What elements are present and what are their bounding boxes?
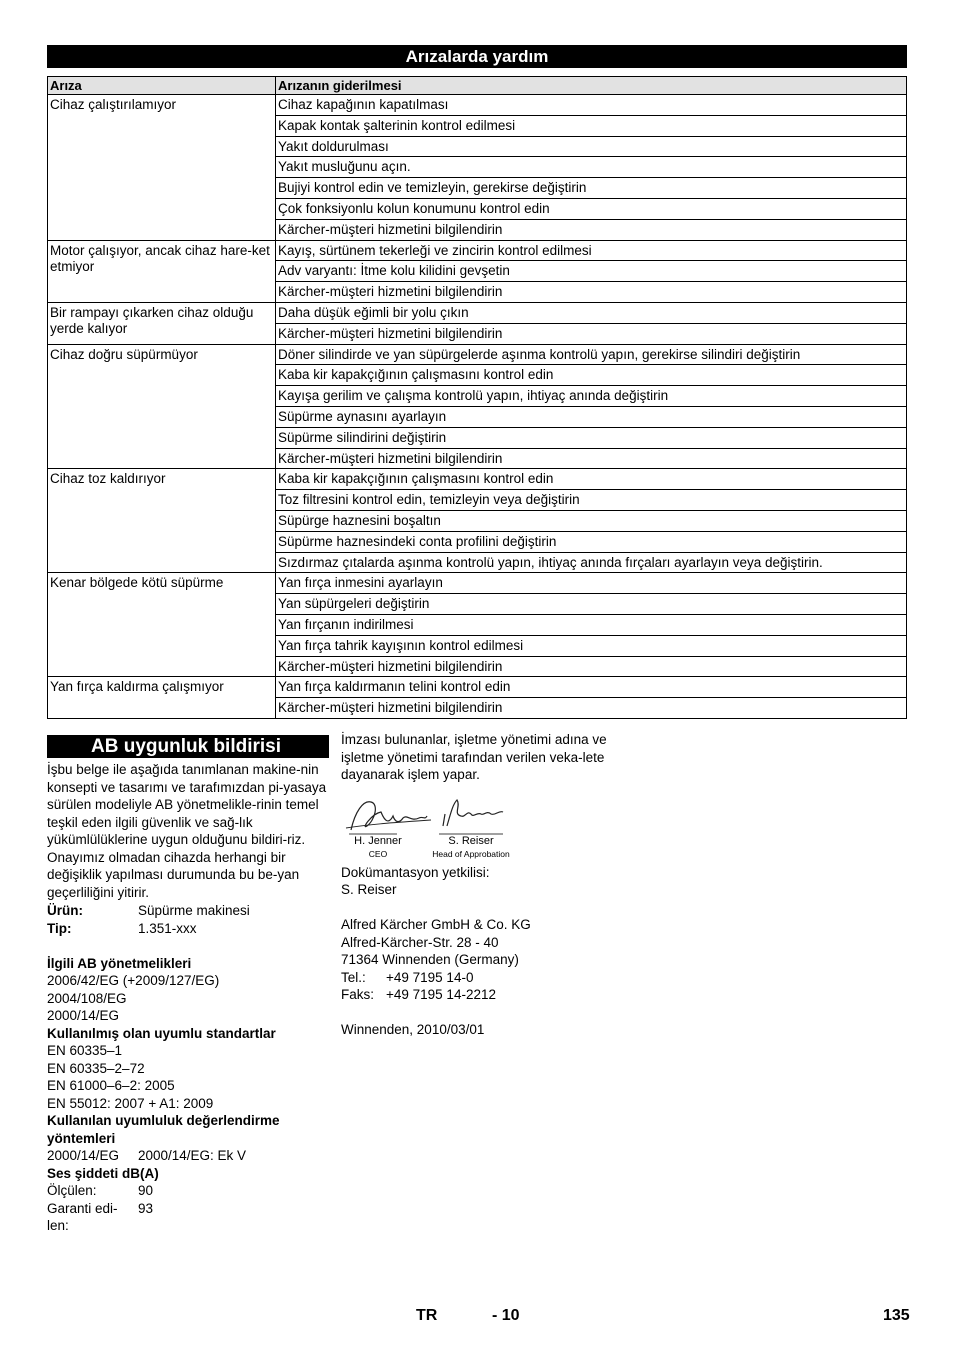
remedy-cell: Kärcher-müşteri hizmetini bilgilendirin	[276, 219, 907, 240]
remedy-cell: Cihaz kapağının kapatılması	[276, 95, 907, 116]
signer2-role: Head of Approbation	[432, 848, 510, 859]
fault-table	[47, 76, 907, 719]
standard-item: EN 60335–2–72	[47, 1060, 145, 1076]
footer-subpage: - 10	[492, 1307, 520, 1324]
remedy-cell: Yakıt musluğunu açın.	[276, 157, 907, 178]
fault-cell: Bir rampayı çıkarken cihaz olduğu yerde kalıyor	[48, 302, 276, 344]
table-row	[48, 95, 907, 116]
tel-value: +49 7195 14-0	[386, 969, 474, 985]
remedy-cell: Sızdırmaz çıtalarda aşınma kontrolü yapın, ihtiyaç anında fırçaları ayarlayın veya değiştirin.	[276, 552, 907, 573]
fault-cell: Kenar bölgede kötü süpürme	[48, 573, 276, 677]
remedy-cell: Kaba kir kapakçığının çalışmasını kontrol edin	[276, 365, 907, 386]
conformity-left-column	[47, 761, 327, 1235]
directives-heading: İlgili AB yönetmelikleri	[47, 955, 192, 971]
directive-item: 2006/42/EG (+2009/127/EG)	[47, 973, 220, 988]
conformity-section-title: AB uygunluk bildirisi	[47, 735, 329, 758]
fault-section-title: Arızalarda yardım	[47, 45, 907, 68]
measured-row	[47, 1182, 327, 1200]
fault-cell: Cihaz çalıştırılamıyor	[48, 95, 276, 241]
remedy-cell: Yan fırça inmesini ayarlayın	[276, 573, 907, 594]
remedy-cell: Süpürme aynasını ayarlayın	[276, 406, 907, 427]
remedy-cell: Kaba kir kapakçığının çalışmasını kontrol edin	[276, 469, 907, 490]
remedy-cell: Çok fonksiyonlu kolun konumunu kontrol edin	[276, 198, 907, 219]
standards-heading: Kullanılmış olan uyumlu standartlar	[47, 1025, 276, 1041]
guaranteed-label: Garanti edi-len:	[47, 1200, 118, 1233]
remedy-cell: Süpürme silindirini değiştirin	[276, 427, 907, 448]
directive-item: 2004/108/EG	[47, 990, 127, 1006]
methods-right: 2000/14/EG: Ek V	[138, 1148, 247, 1163]
remedy-cell: Yan süpürgeleri değiştirin	[276, 594, 907, 615]
remedy-cell: Kayış, sürtünem tekerleği ve zincirin kontrol edilmesi	[276, 240, 907, 261]
company-city: 71364 Winnenden (Germany)	[341, 952, 519, 967]
company-name: Alfred Kärcher GmbH & Co. KG	[341, 917, 531, 932]
signer1-name: H. Jenner	[354, 834, 402, 847]
product-value: Süpürme makinesi	[138, 903, 250, 918]
remedy-cell: Bujiyi kontrol edin ve temizleyin, gerekirse değiştirin	[276, 178, 907, 199]
header-fault: Arıza	[48, 77, 276, 95]
remedy-cell: Süpürme haznesindeki conta profilini değiştirin	[276, 531, 907, 552]
sound-heading: Ses şiddeti dB(A)	[47, 1165, 159, 1181]
table-header-row	[48, 77, 907, 95]
remedy-cell: Kärcher-müşteri hizmetini bilgilendirin	[276, 323, 907, 344]
standard-item: EN 61000–6–2: 2005	[47, 1078, 175, 1093]
remedy-cell: Adv varyantı: İtme kolu kilidini gevşetin	[276, 261, 907, 282]
signatories-text: İmzası bulunanlar, işletme yönetimi adına ve işletme yönetimi tarafından verilen veka-lete dayanarak işlem yapar.	[341, 732, 607, 782]
table-row	[48, 677, 907, 698]
conformity-intro: İşbu belge ile aşağıda tanımlanan makine-nin konsepti ve tasarımı ve tarafımızdan pi-yasaya sürülen modeliyle AB yönetmelikle-rinin temel teşkil eden ilgili güvenlik ve sağ-lık yükümlülüklerine uygun olduğunu bildiri-riz. Onayımız olmadan cihazda herhangi bir değişiklik yapılması durumunda bu be-yan geçerliliğini yitirir.	[47, 762, 327, 900]
fax-row	[341, 986, 621, 1004]
directive-item: 2000/14/EG	[47, 1008, 120, 1023]
methods-heading: Kullanılan uyumluluk değerlendirme yöntemleri	[47, 1113, 280, 1146]
fault-cell: Cihaz toz kaldırıyor	[48, 469, 276, 573]
guaranteed-value: 93	[138, 1200, 154, 1216]
signer1-role: CEO	[368, 848, 388, 859]
fax-value: +49 7195 14-2212	[386, 987, 496, 1002]
remedy-cell: Süpürge haznesini boşaltın	[276, 510, 907, 531]
type-row	[47, 920, 327, 938]
remedy-cell: Kayışa gerilim ve çalışma kontrolü yapın, ihtiyaç anında değiştirin	[276, 386, 907, 407]
place-date: Winnenden, 2010/03/01	[341, 1022, 485, 1037]
signature-graphic	[341, 792, 541, 836]
remedy-cell: Toz filtresini kontrol edin, temizleyin veya değiştirin	[276, 490, 907, 511]
remedy-cell: Yan fırçanın indirilmesi	[276, 614, 907, 635]
standard-item: EN 55012: 2007 + A1: 2009	[47, 1095, 214, 1111]
fault-cell: Motor çalışıyor, ancak cihaz hare-ket etmiyor	[48, 240, 276, 302]
remedy-cell: Kärcher-müşteri hizmetini bilgilendirin	[276, 448, 907, 469]
tel-label: Tel.:	[341, 969, 366, 985]
table-row	[48, 469, 907, 490]
tel-row	[341, 969, 621, 987]
methods-left: 2000/14/EG	[47, 1148, 120, 1163]
remedy-cell: Yan fırça tahrik kayışının kontrol edilmesi	[276, 635, 907, 656]
fault-table-body	[48, 95, 907, 719]
remedy-cell: Kärcher-müşteri hizmetini bilgilendirin	[276, 698, 907, 719]
fault-cell: Cihaz doğru süpürmüyor	[48, 344, 276, 469]
header-remedy: Arızanın giderilmesi	[276, 77, 907, 95]
type-label: Tip:	[47, 920, 72, 936]
standard-item: EN 60335–1	[47, 1043, 123, 1058]
measured-value: 90	[138, 1183, 154, 1198]
table-row	[48, 344, 907, 365]
company-street: Alfred-Kärcher-Str. 28 - 40	[341, 934, 499, 950]
remedy-cell: Yan fırça kaldırmanın telini kontrol edin	[276, 677, 907, 698]
conformity-right-column	[341, 731, 621, 1039]
table-row	[48, 302, 907, 323]
signer2-name: S. Reiser	[448, 834, 494, 847]
table-row	[48, 573, 907, 594]
doc-label: Dokümantasyon yetkilisi:	[341, 864, 490, 880]
remedy-cell: Kapak kontak şalterinin kontrol edilmesi	[276, 115, 907, 136]
footer-page-number: 135	[883, 1307, 910, 1324]
product-label: Ürün:	[47, 903, 83, 918]
footer-language: TR	[416, 1307, 438, 1324]
type-value: 1.351-xxx	[138, 920, 197, 936]
remedy-cell: Döner silindirde ve yan süpürgelerde aşınma kontrolü yapın, gerekirse silindiri değiştirin	[276, 344, 907, 365]
remedy-cell: Kärcher-müşteri hizmetini bilgilendirin	[276, 656, 907, 677]
remedy-cell: Yakıt doldurulması	[276, 136, 907, 157]
signatures	[341, 792, 541, 859]
measured-label: Ölçülen:	[47, 1183, 97, 1198]
fax-label: Faks:	[341, 987, 375, 1002]
doc-name: S. Reiser	[341, 882, 397, 897]
fault-cell: Yan fırça kaldırma çalışmıyor	[48, 677, 276, 719]
remedy-cell: Daha düşük eğimli bir yolu çıkın	[276, 302, 907, 323]
table-row	[48, 240, 907, 261]
guaranteed-row	[47, 1200, 327, 1235]
remedy-cell: Kärcher-müşteri hizmetini bilgilendirin	[276, 282, 907, 303]
methods-row	[47, 1147, 327, 1165]
product-row	[47, 902, 327, 920]
